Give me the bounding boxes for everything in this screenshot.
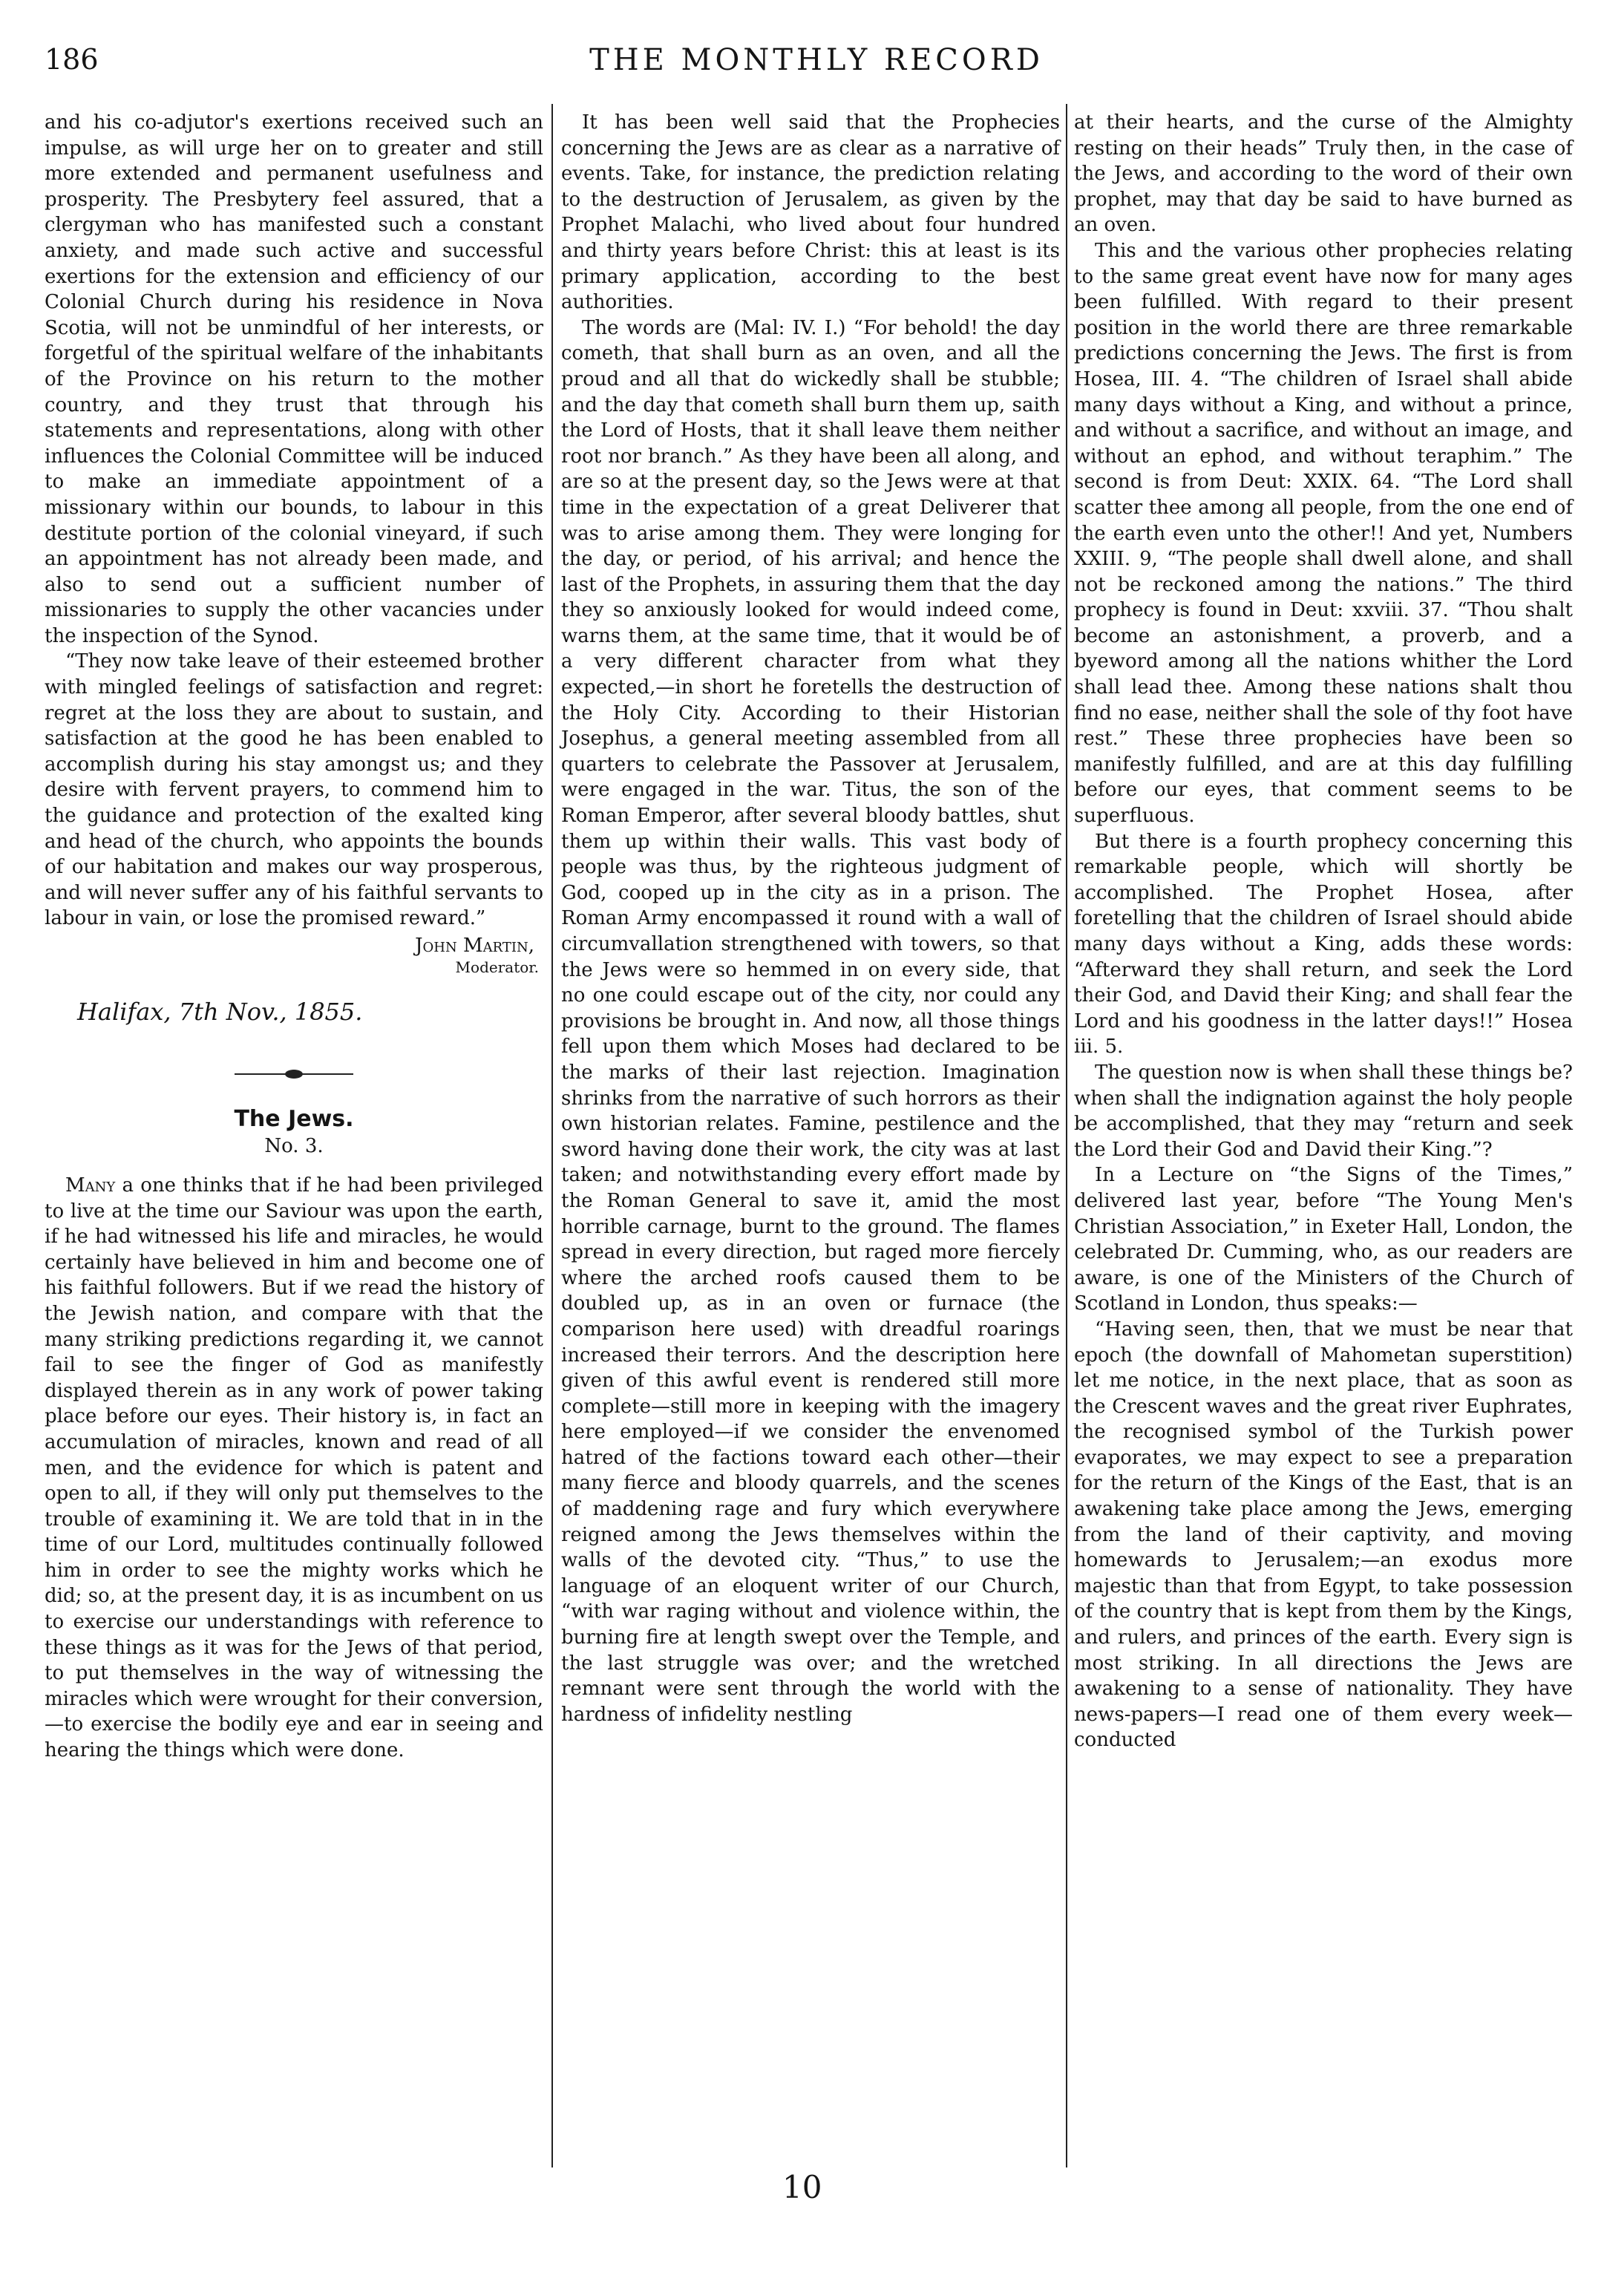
ornament-divider [235,1070,353,1079]
place-date: Halifax, 7th Nov., 1855. [77,998,363,1027]
paragraph: at their hearts, and the curse of the Almighty resting on their heads” Truly then, in the case of the Jews, and according to the word of their own prophet, may that day be said to have burned as an oven. [1074,111,1573,237]
section-title: The Jews. [234,1105,354,1132]
paragraph: But there is a fourth prophecy concerning this remarkable people, which will shortly be accomplished. The Prophet Hosea, after foretelling that the children of Israel should abide many days without a King, adds these words: “Afterward they shall return, and seek the Lord their God, and David their King; and shall fear the Lord and his goodness in the latter days!!” Hosea iii. 5. [1074,830,1573,1059]
sheet-number: 10 [782,2169,822,2205]
column-rule [1066,104,1067,2167]
running-head: THE MONTHLY RECORD [589,43,1044,77]
signature-title: Moderator. [455,958,539,976]
lead-word: Many [65,1174,116,1197]
paragraph: The question now is when shall these things be? when shall the indignation against the holy people be accomplished, that they may “return and seek the Lord their God and David their King.”? [1074,1061,1573,1161]
page-number: 186 [45,43,99,76]
paragraph: The words are (Mal: IV. I.) “For behold! the day cometh, that shall burn as an oven, and all the proud and all that do wickedly shall be stubble; and the day that cometh shall burn them up, saith the Lord of Hosts, that it shall leave them neither root nor branch.” As they have been all along, and are so at the present day, so the Jews were at that time in the expectation of a great Deliverer that was to arise among them. They were longing for the day, or period, of his arrival; and hence the last of the Prophets, in assuring them that the day they so anxiously looked for would indeed come, warns them, at the same time, that it would be of a very different character from what they expected,—in short he foretells the destruction of the Holy City. According to their Historian Josephus, a general meeting assembled from all quarters to celebrate the Passover at Jerusalem, were engaged in the war. Titus, the son of the Roman Emperor, after several bloody battles, shut them up within their walls. This vast body of people was thus, by the righteous judgment of God, cooped up in the city as in a prison. The Roman Army encompassed it round with a wall of circumvallation strengthened with towers, so that the Jews were so hemmed in on every side, that no one could escape out of the city, nor could any provisions be brought in. And now, all those things fell upon them which Moses had declared to be the marks of their last rejection. Imagination shrinks from the narrative of such horrors as their own historian relates. Famine, pestilence and the sword having done their work, the city was at last taken; and notwithstanding every effort made by the Roman General to save it, amid the most horrible carnage, burnt to the ground. The flames spread in every direction, but raged more fiercely where the arched roofs caused them to be doubled up, as in an oven or furnace (the comparison here used) with dreadful roarings increased their terrors. And the description here given of this awful event is rendered still more complete—still more in keeping with the imagery here employed—if we consider the envenomed hatred of the factions toward each other—their many fierce and bloody quarrels, and the scenes of maddening rage and fury which everywhere reigned among the Jews themselves within the walls of the devoted city. “Thus,” to use the language of an eloquent writer of our Church, “with war raging without and violence within, the burning fire at length swept over the Temple, and the last struggle was over; and the wretched remnant were sent through the world with the hardness of infidelity nestling [561,316,1060,1726]
paragraph: and his co-adjutor's exertions received such an impulse, as will urge her on to greater and still more extended and permanent usefulness and prosperity. The Presbytery feel assured, that a clergyman who has manifested such a constant anxiety, and made such active and successful exertions for the extension and efficiency of our Colonial Church during his residence in Nova Scotia, will not be unmindful of her interests, or forgetful of the spiritual welfare of the inhabitants of the Province on his return to the mother country, and they trust that through his statements and representations, along with other influences the Colonial Committee will be induced to make an immediate appointment of a missionary within our bounds, to labour in this destitute portion of the colonial vineyard, if such an appointment has not already been made, and also to send out a sufficient number of missionaries to supply the other vacancies under the inspection of the Synod. [45,111,543,647]
paragraph [45,1173,543,1764]
column-left [45,110,543,1764]
paragraph: In a Lecture on “the Signs of the Times,” delivered last year, before “The Young Men's Christian Association,” in Exeter Hall, London, the celebrated Dr. Cumming, who, as our readers are aware, is one of the Ministers of the Church of Scotland in London, thus speaks:— [1074,1164,1573,1315]
column-right [1074,110,1573,1753]
page-header [45,43,1588,88]
paragraph: It has been well said that the Prophecies concerning the Jews are as clear as a narrative of events. Take, for instance, the prediction relating to the destruction of Jerusalem, as given by the Prophet Malachi, who lived about four hundred and thirty years before Christ: this at least is its primary application, according to the best authorities. [561,111,1060,314]
paragraph: “They now take leave of their esteemed brother with mingled feelings of satisfaction and regret: regret at the loss they are about to sustain, and satisfaction at the good he has been enabled to accomplish during his stay amongst us; and they desire with fervent prayers, to commend him to the guidance and protection of the exalted king and head of the church, who appoints the bounds of our habitation and makes our way prosperous, and will never suffer any of his faithful servants to labour in vain, or lose the promised reward.” [45,650,543,930]
column-middle [561,110,1060,1727]
paragraph: This and the various other prophecies relating to the same great event have now for many ages been fulfilled. With regard to their present position in the world there are three remarkable predictions concerning the Jews. The first is from Hosea, III. 4. “The children of Israel shall abide many days without a King, and without a prince, and without a sacrifice, and without an image, and without an ephod, and without teraphim.” The second is from Deut: XXIX. 64. “The Lord shall scatter thee among all people, from the one end of the earth even unto the other!! And yet, Numbers XXIII. 9, “The people shall dwell alone, and shall not be reckoned among the nations.” The third prophecy is found in Deut: xxviii. 37. “Thou shalt become an astonishment, a proverb, and a byeword among all the nations whither the Lord shall lead thee. Among these nations shalt thou find no ease, neither shall the sole of thy foot have rest.” These three prophecies have been so manifestly fulfilled, and are at this day fulfilling before our eyes, that comment seems to be superfluous. [1074,239,1573,828]
signature-name: John Martin, [415,935,534,957]
paragraph-text: a one thinks that if he had been privileged to live at the time our Saviour was upon the earth, if he had witnessed his life and miracles, he would certainly have believed in him and become one of his faithful followers. But if we read the history of the Jewish nation, and compare with that the many striking predictions regarding it, we cannot fail to see the finger of God as manifestly displayed therein as in any work of power taking place before our eyes. Their history is, in fact an accumulation of miracles, known and read of all men, and the evidence for which is patent and open to all, if they will only put themselves to the trouble of examining it. We are told that in in the time of our Lord, multitudes continually followed him in order to see the mighty works which he did; so, at the present day, it is as incumbent on us to exercise our understandings with reference to these things as it was for the Jews of that period, to put themselves in the way of witnessing the miracles which were wrought for their conversion,—to exercise the bodily eye and ear in seeing and hearing the things which were done. [45,1174,543,1762]
paragraph: “Having seen, then, that we must be near that epoch (the downfall of Mahometan superstition) let me notice, in the next place, that as soon as the Crescent waves and the great river Euphrates, the recognised symbol of the Turkish power evaporates, we may expect to see a preparation for the return of the Kings of the East, that is an awakening take place among the Jews, emerging from the land of their captivity, and moving homewards to Jerusalem;—an exodus more majestic than that from Egypt, to take possession of the country that is kept from them by the Kings, and rulers, and princes of the earth. Every sign is most striking. In all directions the Jews are awakening to a sense of nationality. They have news-papers—I read one of them every week—conducted [1074,1318,1573,1752]
column-rule [551,104,553,2167]
section-number: No. 3. [264,1135,324,1158]
